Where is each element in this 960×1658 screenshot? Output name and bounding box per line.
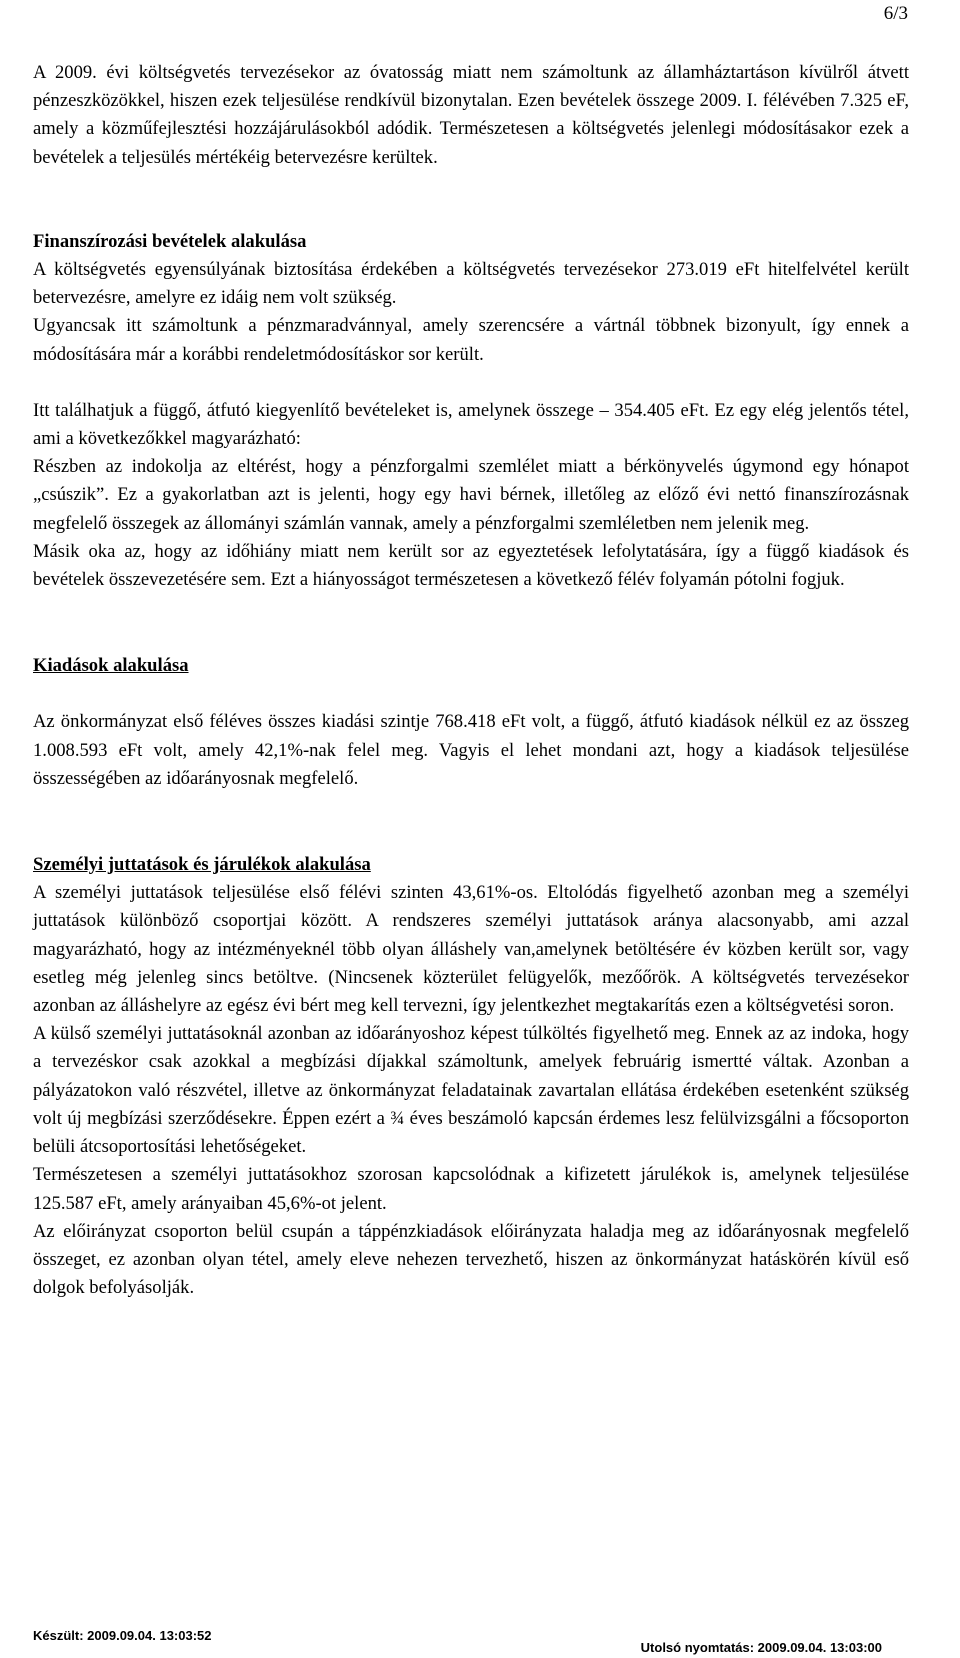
paragraph-fin-1: A költségvetés egyensúlyának biztosítása érdekében a költségvetés tervezésekor 273.019 eFt hitelfelvétel került betervezésre, amelyre ez idáig nem volt szükség. — [33, 259, 909, 309]
heading-szemelyi: Személyi juttatások és járulékok alakulása — [33, 854, 371, 876]
footer-printed: Utolsó nyomtatás: 2009.09.04. 13:03:00 — [640, 1640, 882, 1655]
paragraph-fin-2: Ugyancsak itt számoltunk a pénzmaradvánnyal, amely szerencsére a vártnál többnek bizonyult, így ennek a módosítására már a korábbi rendeletmódosításkor sor került. — [33, 315, 909, 365]
paragraph-szem-2: A külső személyi juttatásoknál azonban az időarányoshoz képest túlköltés figyelhető meg. Ennek az az indoka, hogy a tervezéskor csak azokkal a megbízási díjakkal számoltunk, amelyek februárig ismertté váltak. Azonban a pályázatokon való részvétel, illetve az önkormányzat feladatainak zavartalan ellátása érdekében esetenként szükség volt új megbízási szerződésekre. Éppen ezért a ¾ éves beszámoló kapcsán érdemes lesz felülvizsgálni a főcsoporton belüli átcsoportosítási lehetőségeket. — [33, 1023, 909, 1158]
footer-created: Készült: 2009.09.04. 13:03:52 — [33, 1628, 212, 1643]
paragraph-fin-3: Itt találhatjuk a függő, átfutó kiegyenlítő bevételeket is, amelynek összege – 354.405 eFt. Ez egy elég jelentős tétel, ami a következőkkel magyarázható: — [33, 399, 909, 450]
paragraph-intro: A 2009. évi költségvetés tervezésekor az óvatosság miatt nem számoltunk az államháztartáson kívülről átvett pénzeszközökkel, hiszen ezek teljesülése rendkívül bizonytalan. Ezen bevételek összege 2009. I. félévében 7.325 eF, amely a közműfejlesztési hozzájárulásokból adódik. Természetesen a költségvetés jelenlegi módosításakor ezek a bevételek a teljesülés mértékéig betervezésre kerültek. — [33, 62, 909, 168]
paragraph-szem-4: Az előirányzat csoporton belül csupán a táppénzkiadások előirányzata haladja meg az időarányosnak megfelelő összeget, ez azonban olyan tétel, amely eleve nehezen tervezhető, hiszen az önkormányzat hatáskörén kívül eső dolgok befolyásolják. — [33, 1220, 909, 1299]
paragraph-kiad-1: Az önkormányzat első féléves összes kiadási szintje 768.418 eFt volt, a függő, átfutó kiadások nélkül ez az összeg 1.008.593 eFt volt, amely 42,1%-nak felel meg. Vagyis el lehet mondani azt, hogy a kiadások teljesülése összességében az időarányosnak megfelelő. — [33, 711, 909, 789]
heading-finanszirozasi: Finanszírozási bevételek alakulása — [33, 230, 307, 252]
paragraph-szem-1: A személyi juttatások teljesülése első félévi szinten 43,61%-os. Eltolódás figyelhető azonban meg a személyi juttatások különböző csoportjai között. A rendszeres személyi juttatások aránya alacsonyabb, ami azzal magyarázható, hogy az intézményeknél több olyan álláshely van,amelynek betöltésére év közben került sor, vagy esetleg még jelenleg sincs betöltve. (Nincsenek közterület felügyelők, mezőőrök. A költségvetés tervezésekor azonban az álláshelyre az egész évi bért meg kell tervezni, így jelentkezhet megtakarítás ezen a költségvetési soron. — [33, 882, 909, 1017]
paragraph-fin-5: Másik oka az, hogy az időhiány miatt nem került sor az egyeztetések lefolytatására, így a függő kiadások és bevételek összevezetésére sem. Ezt a hiányosságot természetesen a következő félév folyamán pótolni fogjuk. — [33, 540, 909, 591]
paragraph-szem-3: Természetesen a személyi juttatásokhoz szorosan kapcsolódnak a kifizetett járulékok is, amelynek teljesülése 125.587 eFt, amely arányaiban 45,6%-ot jelent. — [33, 1164, 909, 1214]
paragraph-fin-4: Részben az indokolja az eltérést, hogy a pénzforgalmi szemlélet miatt a bérkönyvelés úgymond egy hónapot „csúszik”. Ez a gyakorlatban azt is jelenti, hogy egy havi bérnek, illetőleg az előző évi nettó finanszírozásnak megfelelő összegek az állományi számlán vannak, amely a pénzforgalmi szemléletben nem jelenik meg. — [33, 456, 909, 534]
heading-kiadasok: Kiadások alakulása — [33, 655, 189, 677]
document-body — [33, 59, 909, 1302]
page-number: 6/3 — [883, 3, 908, 24]
